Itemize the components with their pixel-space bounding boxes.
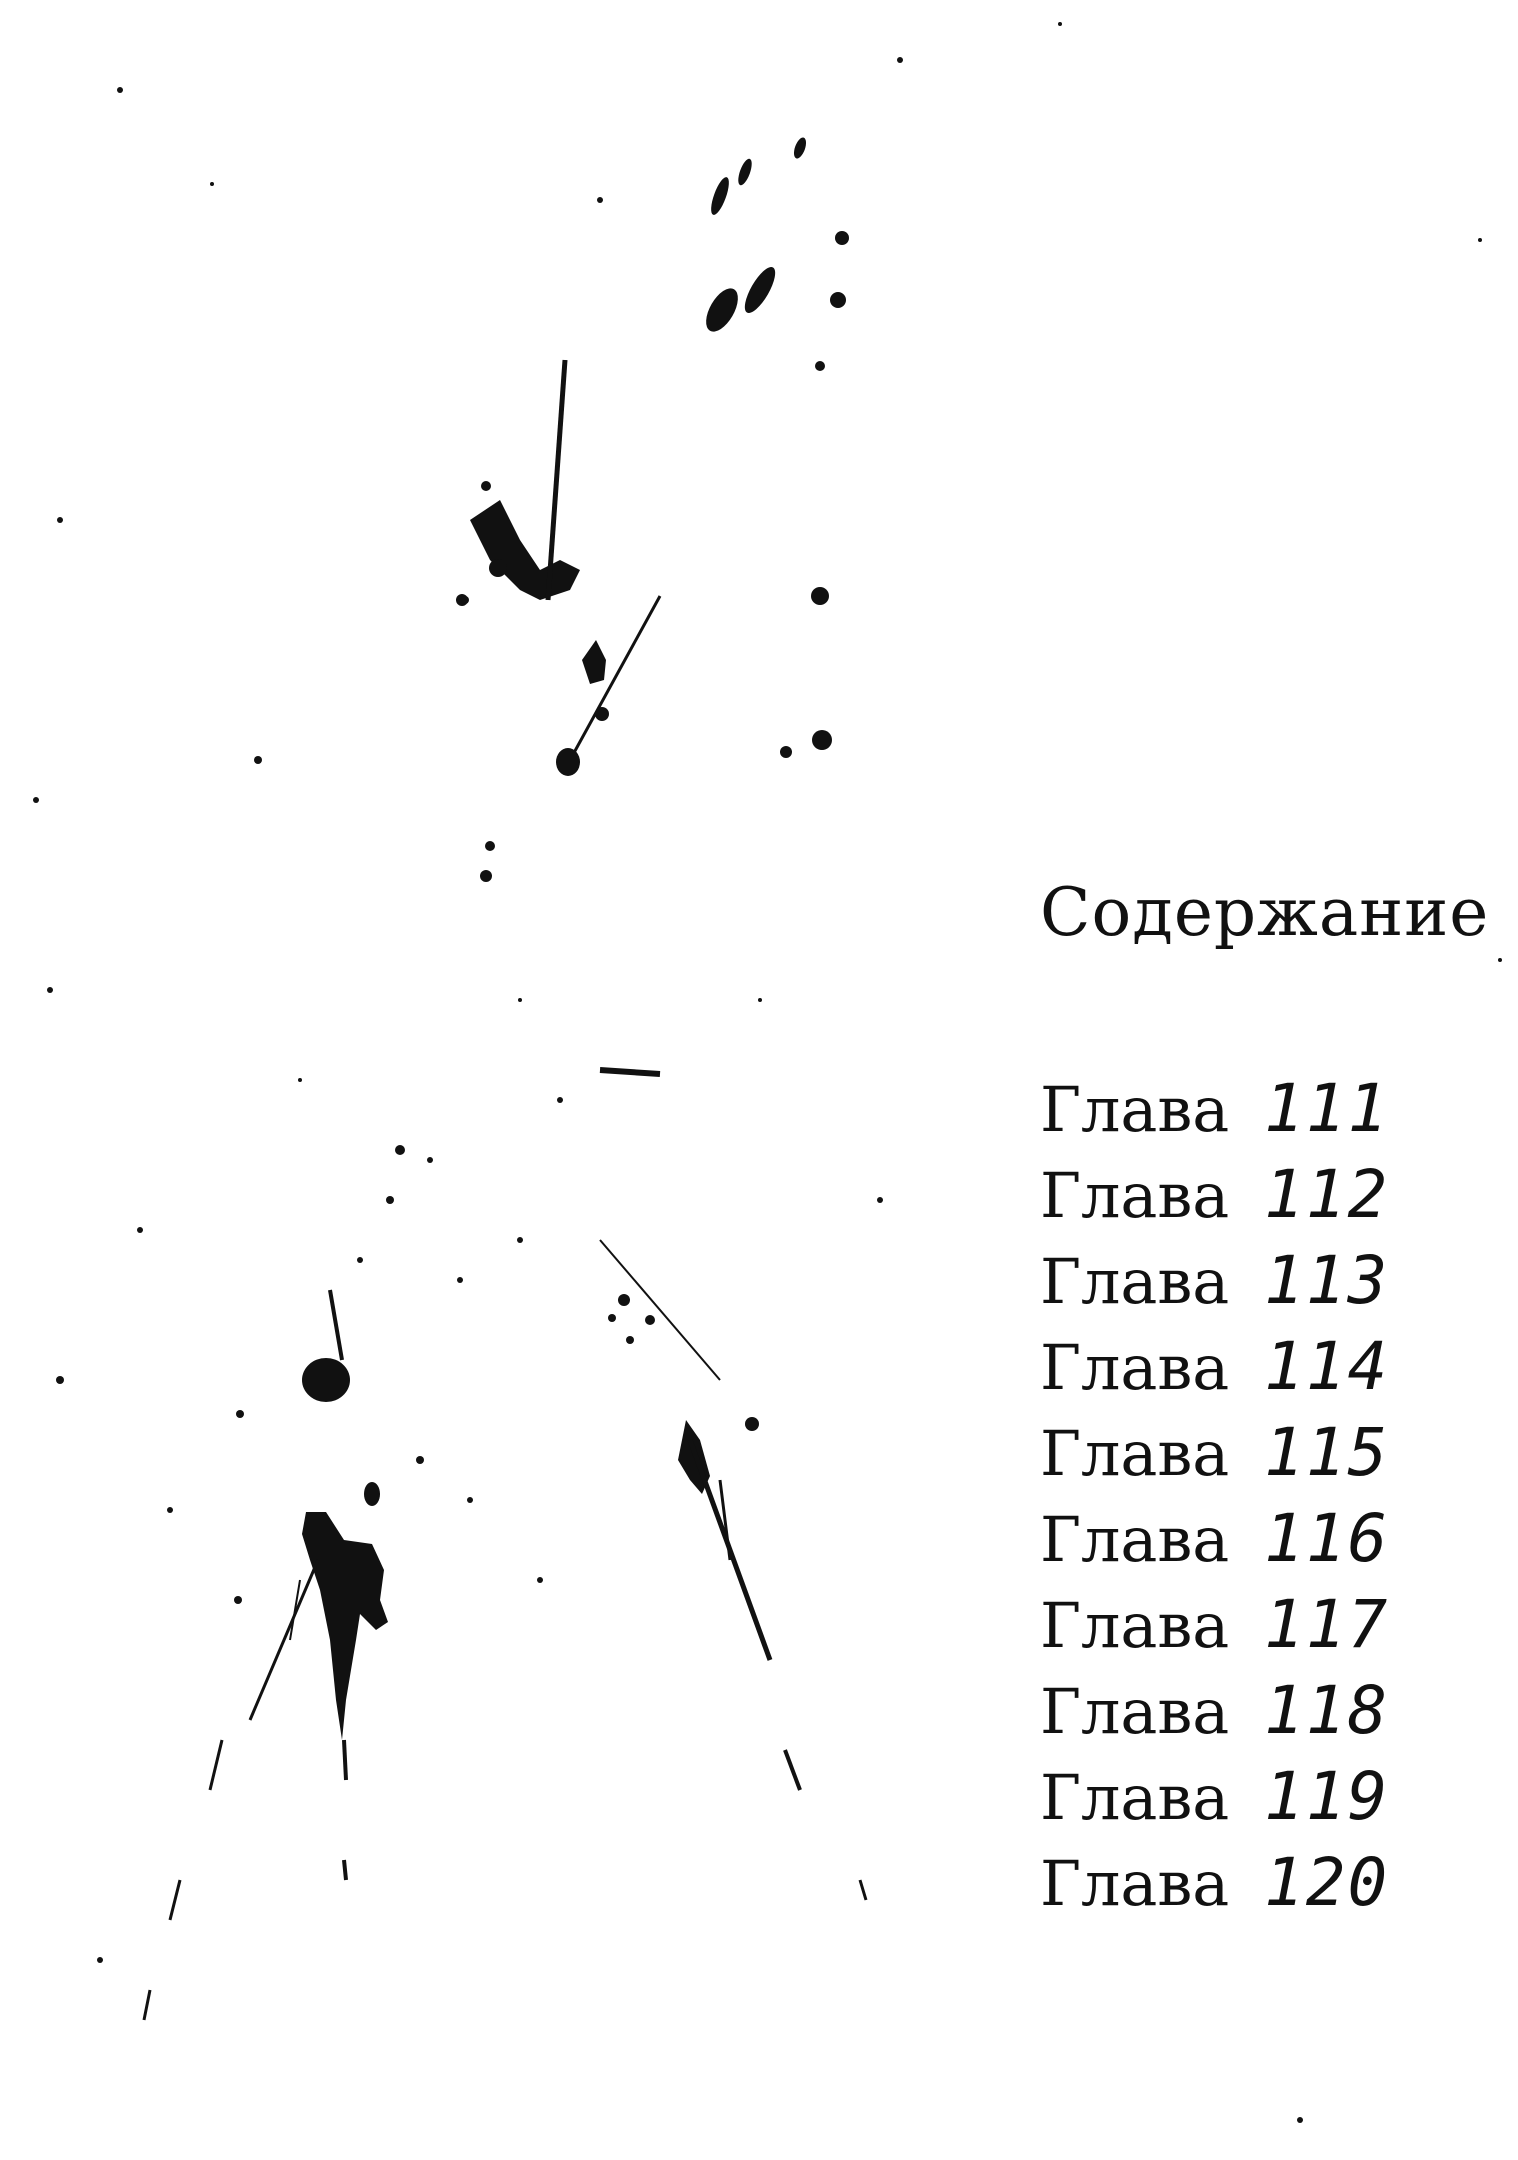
toc-item-number: 111 [1264, 1070, 1390, 1147]
toc-item-number: 113 [1264, 1242, 1390, 1319]
toc-item-label: Глава [1040, 1847, 1230, 1920]
toc-item-label: Глава [1040, 1417, 1230, 1490]
toc-item [1040, 1582, 1480, 1668]
toc-item [1040, 1410, 1480, 1496]
toc-item [1040, 1066, 1480, 1152]
toc-item [1040, 1496, 1480, 1582]
toc-item-label: Глава [1040, 1675, 1230, 1748]
toc-item [1040, 1152, 1480, 1238]
toc-item-number: 117 [1264, 1586, 1390, 1663]
toc-title: Содержание [1040, 874, 1490, 951]
toc-item-number: 115 [1264, 1414, 1390, 1491]
toc-item-label: Глава [1040, 1159, 1230, 1232]
table-of-contents [1040, 874, 1490, 1926]
toc-item [1040, 1238, 1480, 1324]
toc-item [1040, 1840, 1480, 1926]
toc-item-label: Глава [1040, 1331, 1230, 1404]
toc-item-number: 120 [1264, 1844, 1390, 1921]
toc-item [1040, 1324, 1480, 1410]
toc-item-number: 114 [1264, 1328, 1390, 1405]
toc-item-label: Глава [1040, 1503, 1230, 1576]
toc-item-label: Глава [1040, 1073, 1230, 1146]
toc-item-number: 119 [1264, 1758, 1390, 1835]
toc-item [1040, 1754, 1480, 1840]
toc-item-label: Глава [1040, 1761, 1230, 1834]
toc-item-number: 112 [1264, 1156, 1390, 1233]
toc-item [1040, 1668, 1480, 1754]
toc-item-label: Глава [1040, 1589, 1230, 1662]
toc-item-number: 116 [1264, 1500, 1390, 1577]
toc-item-label: Глава [1040, 1245, 1230, 1318]
toc-list [1040, 1066, 1480, 1926]
toc-item-number: 118 [1264, 1672, 1390, 1749]
